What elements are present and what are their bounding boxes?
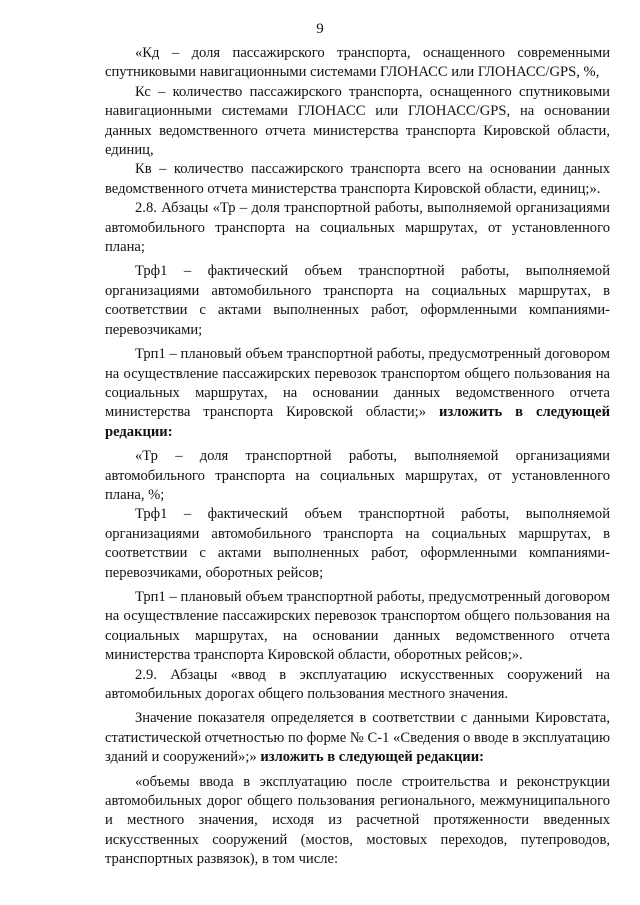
paragraph-s29 — [105, 666, 610, 705]
paragraph-text: Трп1 – плановый объем транспортной работы, предусмотренный договором на осуществление пассажирских перевозок транспортом общего пользования на социальных маршрутах, на основании данных ведомственного отчета министерства транспорта Кировской области;» — [105, 346, 610, 421]
paragraph-indicator — [105, 709, 610, 767]
bold-instruction-text: изложить в следующей редакции: — [105, 404, 610, 440]
paragraph-text: Трп1 – плановый объем транспортной работы, предусмотренный договором на осуществление пассажирских перевозок транспортом общего пользования на социальных маршрутах, на основании данных ведомственного отчета министерства транспорта Кировской области, оборотных рейсов;». — [105, 588, 610, 664]
paragraph-text: Значение показателя определяется в соответствии с данными Кировстата, статистической отчетностью по форме № С-1 «Сведения о вводе в эксплуатацию зданий и сооружений»;» — [105, 710, 610, 766]
paragraph-text: «Кд – доля пассажирского транспорта, оснащенного современными спутниковыми навигационными системами ГЛОНАСС или ГЛОНАСС/GPS, %, — [105, 45, 610, 81]
paragraph-tr-new — [105, 447, 610, 505]
paragraph-trf1-new — [105, 505, 610, 583]
paragraph-text: 2.8. Абзацы «Тр – доля транспортной работы, выполняемой организациями автомобильного транспорта на социальных маршрутах, от установленного плана; — [105, 200, 610, 256]
paragraph-text: «Тр – доля транспортной работы, выполняемой организациями автомобильного транспорта на социальных маршрутах, от установленного плана, %; — [105, 448, 610, 503]
paragraph-text: Трф1 – фактический объем транспортной работы, выполняемой организациями автомобильного транспорта на социальных маршрутах, в соответствии с актами выполненных работ, оформленными компаниями-перевозчиками, оборотных рейсов; — [105, 506, 610, 581]
paragraph-kd — [105, 44, 610, 83]
document-body — [105, 44, 610, 870]
paragraph-kc — [105, 83, 610, 161]
paragraph-volumes — [105, 773, 610, 870]
paragraph-trf1-old — [105, 262, 610, 340]
paragraph-text: Трф1 – фактический объем транспортной работы, выполняемой организациями автомобильного транспорта на социальных маршрутах, в соответствии с актами выполненных работ, оформленными компаниями-перевозчиками; — [105, 263, 610, 338]
paragraph-text: «объемы ввода в эксплуатацию после строительства и реконструкции автомобильных дорог общего пользования регионального, межмуниципального и местного значения, исходя из расчетной протяженности введенных искусственных сооружений (мостов, мостовых переходов, путепроводов, транспортных развязок), в том числе: — [105, 773, 610, 868]
paragraph-text: Кс – количество пассажирского транспорта, оснащенного спутниковыми навигационными системами ГЛОНАСС или ГЛОНАСС/GPS, на основании данных ведомственного отчета министерства транспорта Кировской области, единиц, — [105, 83, 610, 159]
page-number: 9 — [316, 21, 324, 37]
paragraph-trp1-old — [105, 345, 610, 442]
paragraph-text: 2.9. Абзацы «ввод в эксплуатацию искусственных сооружений на автомобильных дорогах общего пользования местного значения. — [105, 666, 610, 702]
paragraph-text: Кв – количество пассажирского транспорта всего на основании данных ведомственного отчета министерства транспорта Кировской области, единиц;». — [105, 161, 610, 197]
paragraph-trp1-new — [105, 588, 610, 666]
paragraph-s28 — [105, 199, 610, 257]
bold-instruction-text: изложить в следующей редакции: — [260, 749, 484, 766]
paragraph-kv — [105, 160, 610, 199]
